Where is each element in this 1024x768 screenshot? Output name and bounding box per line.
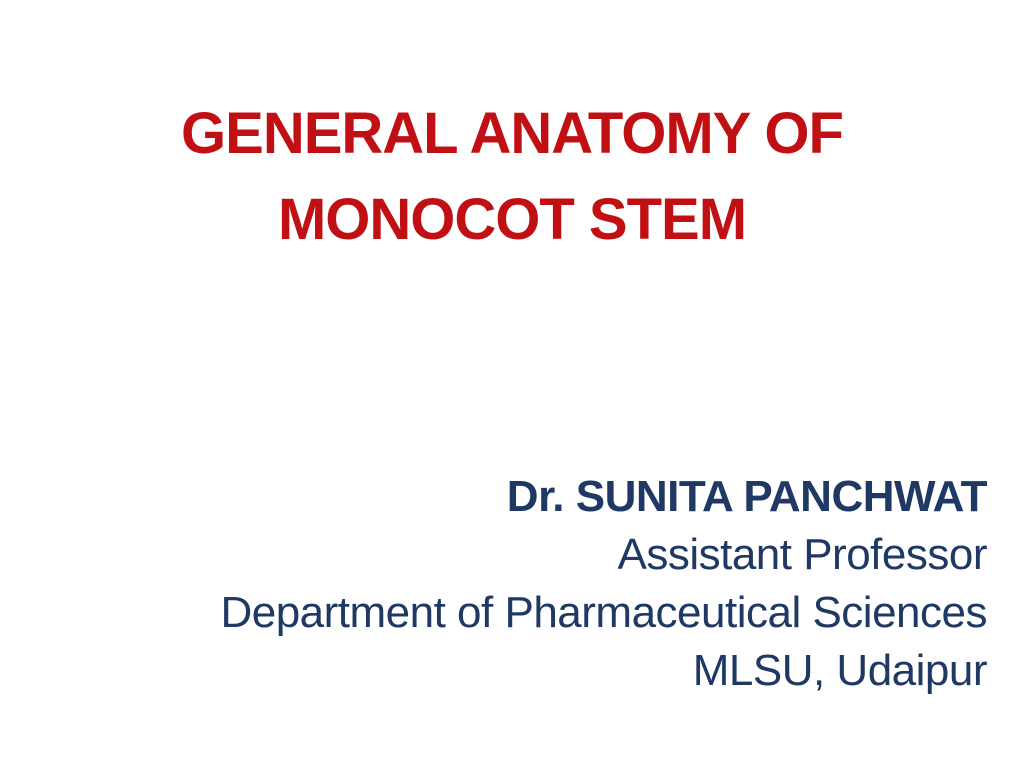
author-name: Dr. SUNITA PANCHWAT (506, 472, 987, 521)
slide-title (0, 91, 1024, 263)
author-role: Assistant Professor (617, 530, 987, 579)
author-block (220, 468, 987, 700)
author-department: Department of Pharmaceutical Sciences (220, 588, 987, 637)
title-line-1: GENERAL ANATOMY OF (181, 101, 843, 166)
author-institution: MLSU, Udaipur (692, 646, 987, 695)
title-line-2: MONOCOT STEM (277, 187, 747, 252)
